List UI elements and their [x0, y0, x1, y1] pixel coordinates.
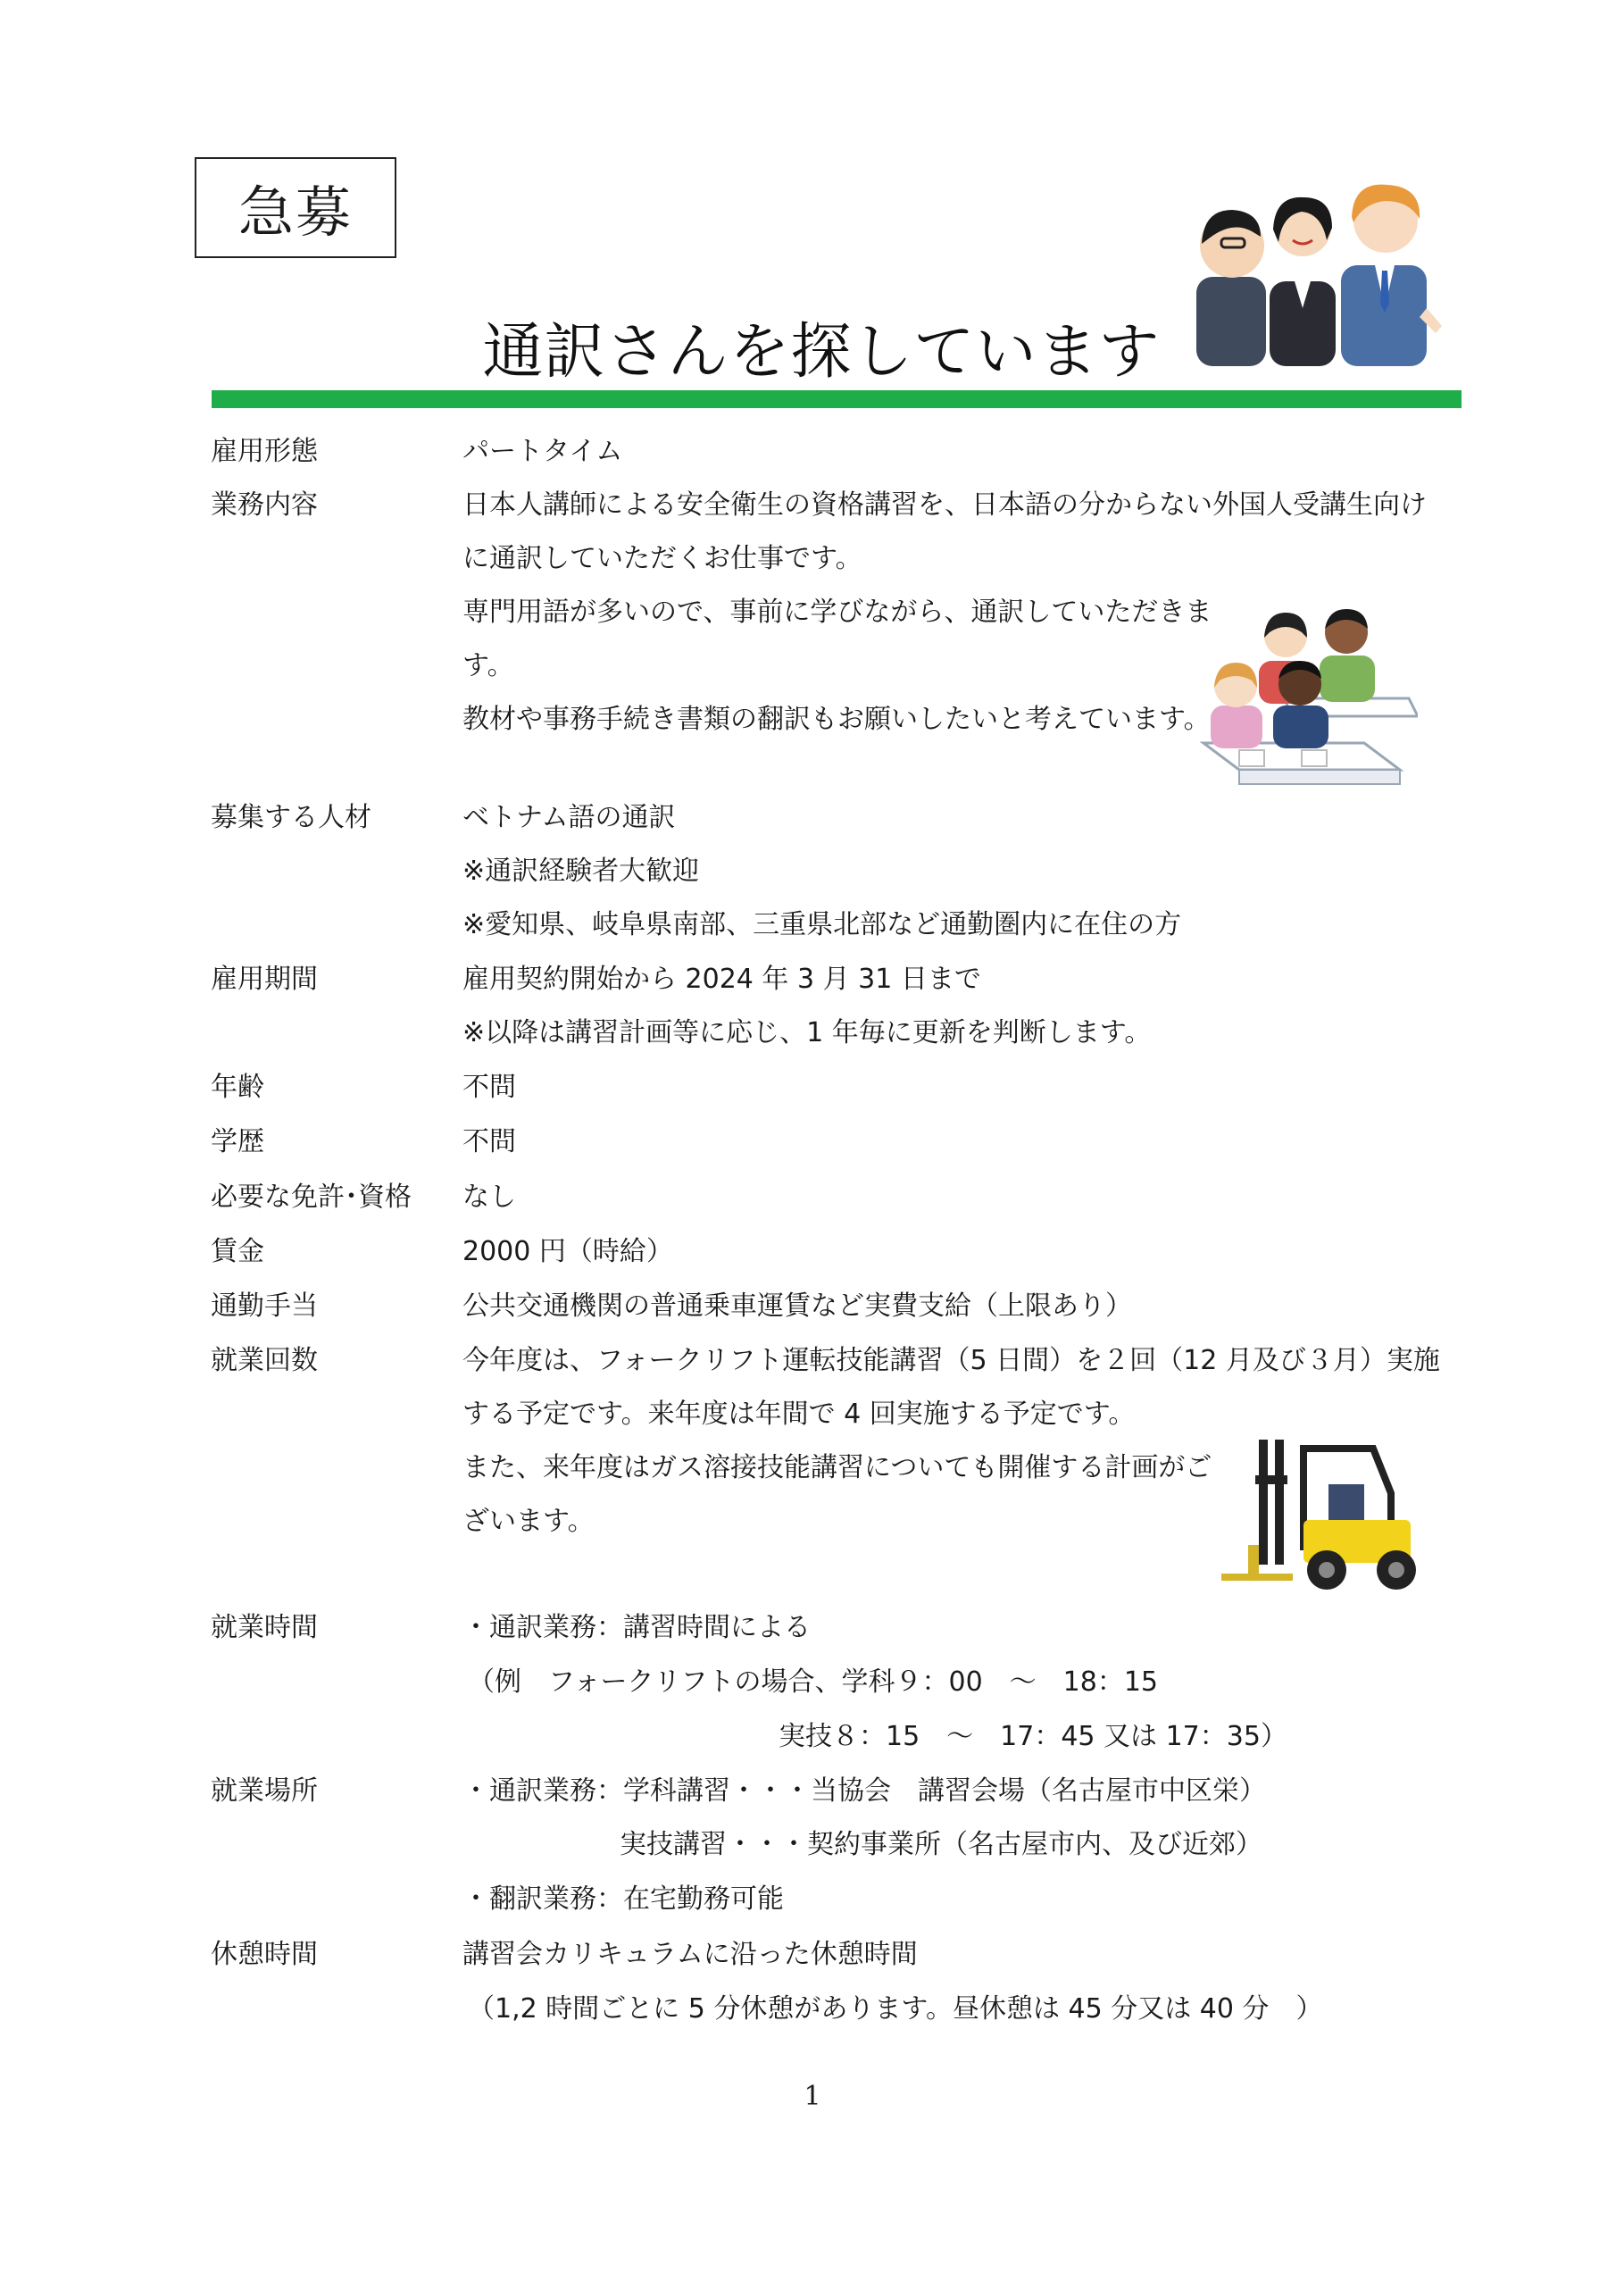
row-value: ベトナム語の通訳 [462, 802, 676, 833]
title-divider [212, 390, 1462, 408]
row-value: 不問 [462, 1072, 516, 1103]
row-value: ・通訳業務：学科講習・・・当協会 講習会場（名古屋市中区栄） [462, 1775, 1266, 1807]
row-value: パートタイム [462, 436, 623, 467]
row-label: 年齢 [211, 1072, 264, 1103]
row-value: 講習会カリキュラムに沿った休憩時間 [462, 1939, 918, 1970]
row-value: また、来年度はガス溶接技能講習についても開催する計画がご [462, 1452, 1212, 1483]
row-value: ざいます。 [462, 1506, 595, 1537]
row-value: （1,2 時間ごとに 5 分休憩があります。昼休憩は 45 分又は 40 分 ） [468, 1993, 1323, 2025]
row-value: す。 [462, 650, 514, 681]
row-value: 実技講習・・・契約事業所（名古屋市内、及び近郊） [620, 1829, 1262, 1860]
row-value: ・翻訳業務：在宅勤務可能 [462, 1883, 784, 1915]
row-value: 日本人講師による安全衛生の資格講習を、日本語の分からない外国人受講生向け [462, 489, 1427, 521]
row-value: 今年度は、フォークリフト運転技能講習（5 日間）を２回（12 月及び３月）実施 [462, 1345, 1440, 1376]
row-value: 専門用語が多いので、事前に学びながら、通訳していただきま [462, 597, 1212, 628]
row-value: 2000 円（時給） [462, 1236, 673, 1267]
business-people-talking-illustration [1196, 174, 1446, 366]
row-label: 必要な免許･資格 [211, 1182, 412, 1213]
row-value: ※以降は講習計画等に応じ、1 年毎に更新を判断します。 [462, 1017, 1152, 1048]
row-value: 実技８：15 ～ 17：45 又は 17：35） [779, 1721, 1287, 1752]
row-label: 就業場所 [211, 1775, 318, 1807]
row-value: ※通訳経験者大歓迎 [462, 856, 700, 887]
page-title: 通訳さんを探しています [482, 317, 1161, 388]
row-value: 教材や事務手続き書類の翻訳もお願いしたいと考えています。 [462, 704, 1211, 735]
row-value: なし [462, 1182, 516, 1213]
row-label: 学歴 [211, 1126, 264, 1157]
row-value: 公共交通機関の普通乗車運賃など実費支給（上限あり） [462, 1290, 1132, 1322]
row-value: 雇用契約開始から 2024 年 3 月 31 日まで [462, 964, 981, 995]
row-label: 休憩時間 [211, 1939, 318, 1970]
row-value: に通訳していただくお仕事です。 [462, 543, 862, 574]
row-value: ※愛知県、岐阜県南部、三重県北部など通勤圏内に在住の方 [462, 909, 1182, 940]
row-label: 賃金 [211, 1236, 264, 1267]
forklift-illustration [1221, 1440, 1427, 1591]
row-label: 就業時間 [211, 1612, 318, 1643]
urgent-badge [195, 157, 396, 258]
row-label: 雇用形態 [211, 436, 318, 467]
row-label: 通勤手当 [211, 1290, 318, 1322]
row-value: 不問 [462, 1126, 516, 1157]
row-label: 雇用期間 [211, 964, 318, 995]
students-at-desks-illustration [1186, 600, 1418, 792]
page-number: 1 [804, 2081, 821, 2112]
row-label: 業務内容 [211, 489, 318, 521]
row-value: ・通訳業務：講習時間による [462, 1612, 811, 1643]
row-value: する予定です。来年度は年間で 4 回実施する予定です。 [462, 1399, 1136, 1430]
row-label: 募集する人材 [211, 802, 371, 833]
row-label: 就業回数 [211, 1345, 318, 1376]
urgent-label: 急募 [237, 180, 353, 245]
row-value: （例 フォークリフトの場合、学科９：00 ～ 18：15 [468, 1666, 1159, 1698]
